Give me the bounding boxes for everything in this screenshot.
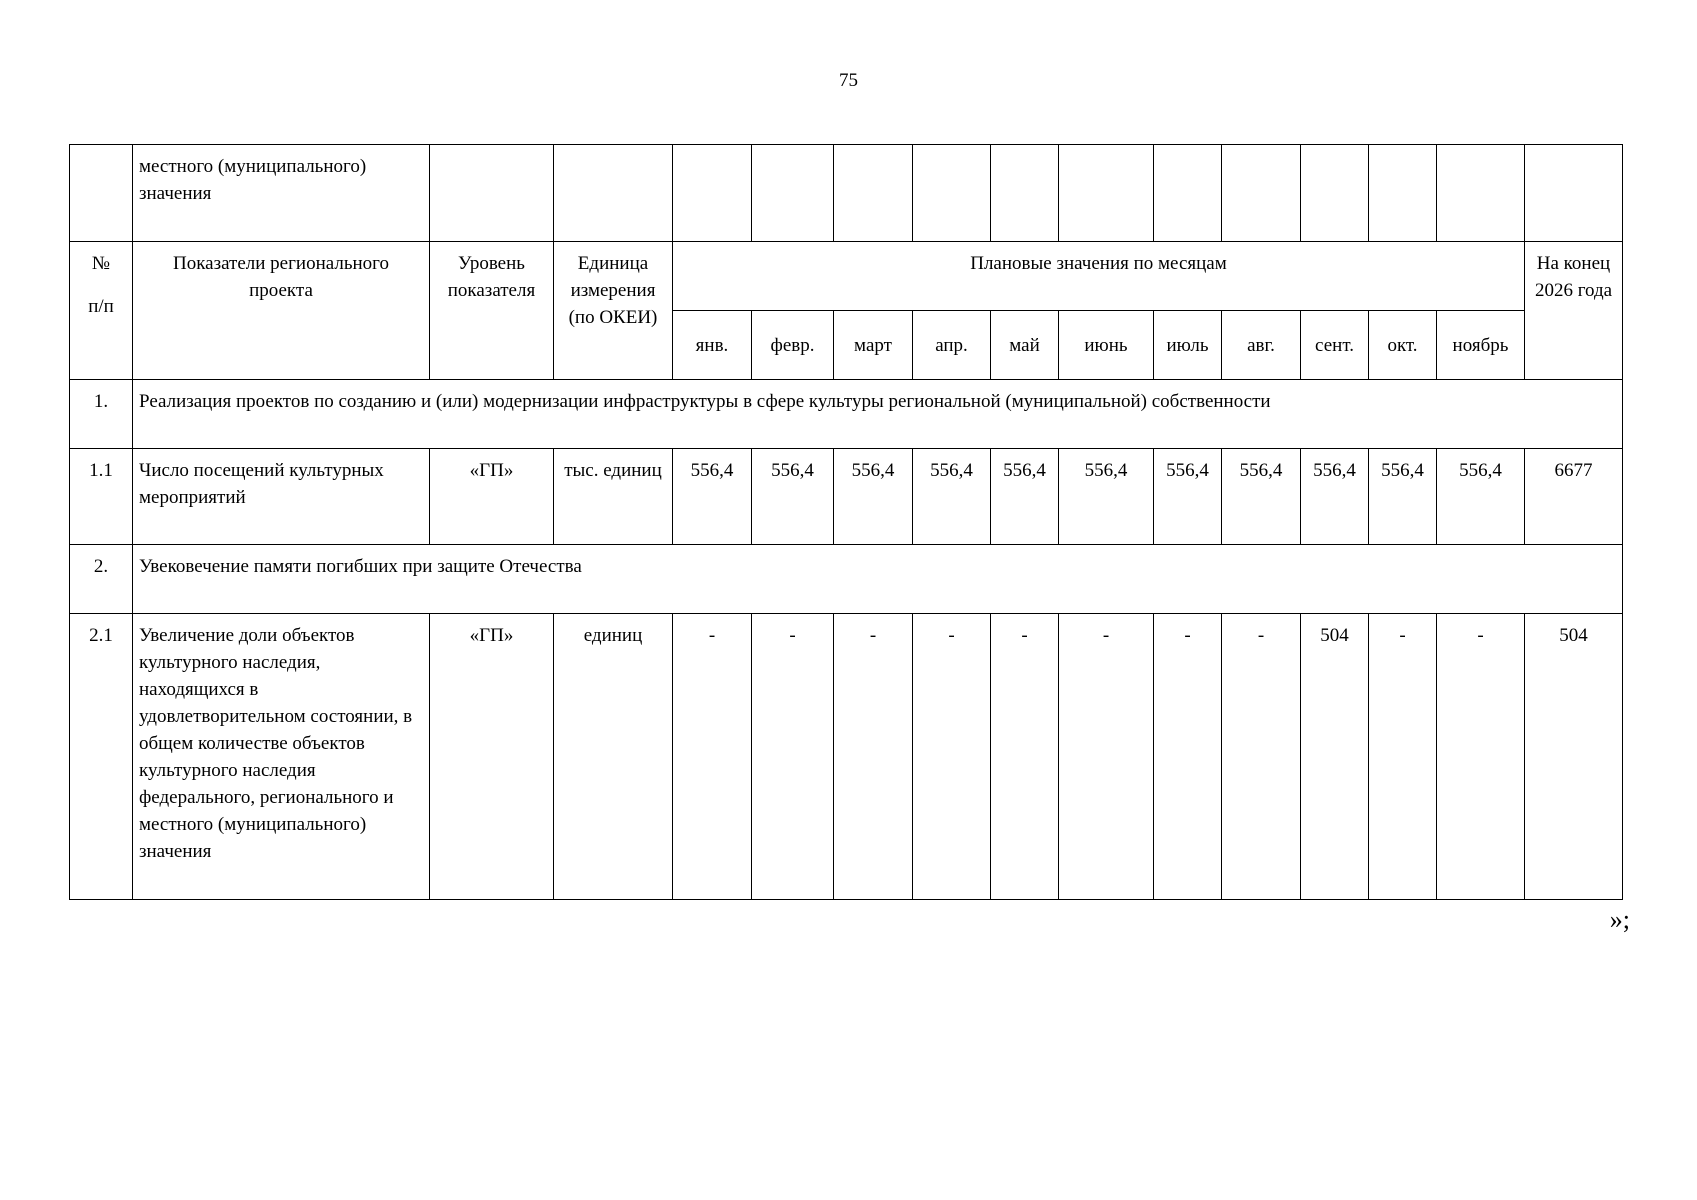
row-unit: единиц	[554, 614, 673, 900]
cell-empty	[1437, 145, 1525, 242]
header-num-top: №	[91, 253, 111, 274]
header-row	[70, 242, 1623, 311]
row-month-value: -	[1369, 614, 1437, 900]
header-year-end: На конец 2026 года	[1525, 242, 1623, 380]
row-month-value: -	[1437, 614, 1525, 900]
row-month-value: 556,4	[1369, 449, 1437, 545]
row-month-value: 556,4	[1301, 449, 1369, 545]
cell-empty	[554, 145, 673, 242]
cell-empty	[991, 145, 1059, 242]
row-indicator: Увеличение доли объектов культурного наследия, находящихся в удовлетворительном состоянии, в общем количестве объектов культурного наследия федерального, регионального и местного (муниципального) значения	[133, 614, 430, 900]
closing-quote-mark: »;	[1609, 905, 1630, 934]
row-month-value: 556,4	[991, 449, 1059, 545]
row-month-value: -	[1222, 614, 1301, 900]
header-month: окт.	[1369, 311, 1437, 380]
cell-empty	[752, 145, 834, 242]
row-month-value: -	[991, 614, 1059, 900]
cell-empty	[70, 145, 133, 242]
continuation-row	[70, 145, 1623, 242]
cell-empty	[913, 145, 991, 242]
row-month-value: 504	[1301, 614, 1369, 900]
row-month-value: 556,4	[1222, 449, 1301, 545]
row-month-value: 556,4	[752, 449, 834, 545]
header-month: июнь	[1059, 311, 1154, 380]
row-num: 1.1	[70, 449, 133, 545]
row-month-value: 556,4	[834, 449, 913, 545]
row-month-value: 556,4	[1059, 449, 1154, 545]
row-month-value: 556,4	[913, 449, 991, 545]
row-month-value: -	[752, 614, 834, 900]
header-indicator: Показатели регионального проекта	[133, 242, 430, 380]
row-level: «ГП»	[430, 614, 554, 900]
header-month: ноябрь	[1437, 311, 1525, 380]
row-level: «ГП»	[430, 449, 554, 545]
table-row	[70, 614, 1623, 900]
header-unit: Единица измерения (по ОКЕИ)	[554, 242, 673, 380]
header-num	[70, 242, 133, 380]
section-num: 2.	[70, 545, 133, 614]
cell-empty	[1059, 145, 1154, 242]
row-month-value: 556,4	[1154, 449, 1222, 545]
row-indicator: Число посещений культурных мероприятий	[133, 449, 430, 545]
section-title: Увековечение памяти погибших при защите Отечества	[133, 545, 1623, 614]
header-monthly-plan: Плановые значения по месяцам	[673, 242, 1525, 311]
indicators-table	[69, 144, 1623, 900]
header-month: февр.	[752, 311, 834, 380]
row-month-value: -	[1059, 614, 1154, 900]
page-number: 75	[839, 70, 858, 91]
header-month: авг.	[1222, 311, 1301, 380]
row-unit: тыс. единиц	[554, 449, 673, 545]
cell-empty	[673, 145, 752, 242]
header-num-bottom: п/п	[88, 296, 114, 317]
row-num: 2.1	[70, 614, 133, 900]
cell-empty	[1154, 145, 1222, 242]
cell-empty	[430, 145, 554, 242]
table-row	[70, 449, 1623, 545]
cell-empty	[1369, 145, 1437, 242]
cell-empty	[1301, 145, 1369, 242]
header-month: март	[834, 311, 913, 380]
header-month: сент.	[1301, 311, 1369, 380]
row-month-value: 556,4	[673, 449, 752, 545]
header-month: июль	[1154, 311, 1222, 380]
row-month-value: -	[913, 614, 991, 900]
section-title: Реализация проектов по созданию и (или) модернизации инфраструктуры в сфере культуры региональной (муниципальной) собственности	[133, 380, 1623, 449]
continuation-indicator: местного (муниципального) значения	[133, 145, 430, 242]
row-year-end: 504	[1525, 614, 1623, 900]
row-month-value: -	[673, 614, 752, 900]
row-month-value: 556,4	[1437, 449, 1525, 545]
header-month: апр.	[913, 311, 991, 380]
header-level: Уровень показателя	[430, 242, 554, 380]
row-month-value: -	[834, 614, 913, 900]
cell-empty	[1222, 145, 1301, 242]
section-row	[70, 545, 1623, 614]
header-month: янв.	[673, 311, 752, 380]
section-num: 1.	[70, 380, 133, 449]
cell-empty	[834, 145, 913, 242]
section-row	[70, 380, 1623, 449]
header-month: май	[991, 311, 1059, 380]
row-year-end: 6677	[1525, 449, 1623, 545]
cell-empty	[1525, 145, 1623, 242]
row-month-value: -	[1154, 614, 1222, 900]
